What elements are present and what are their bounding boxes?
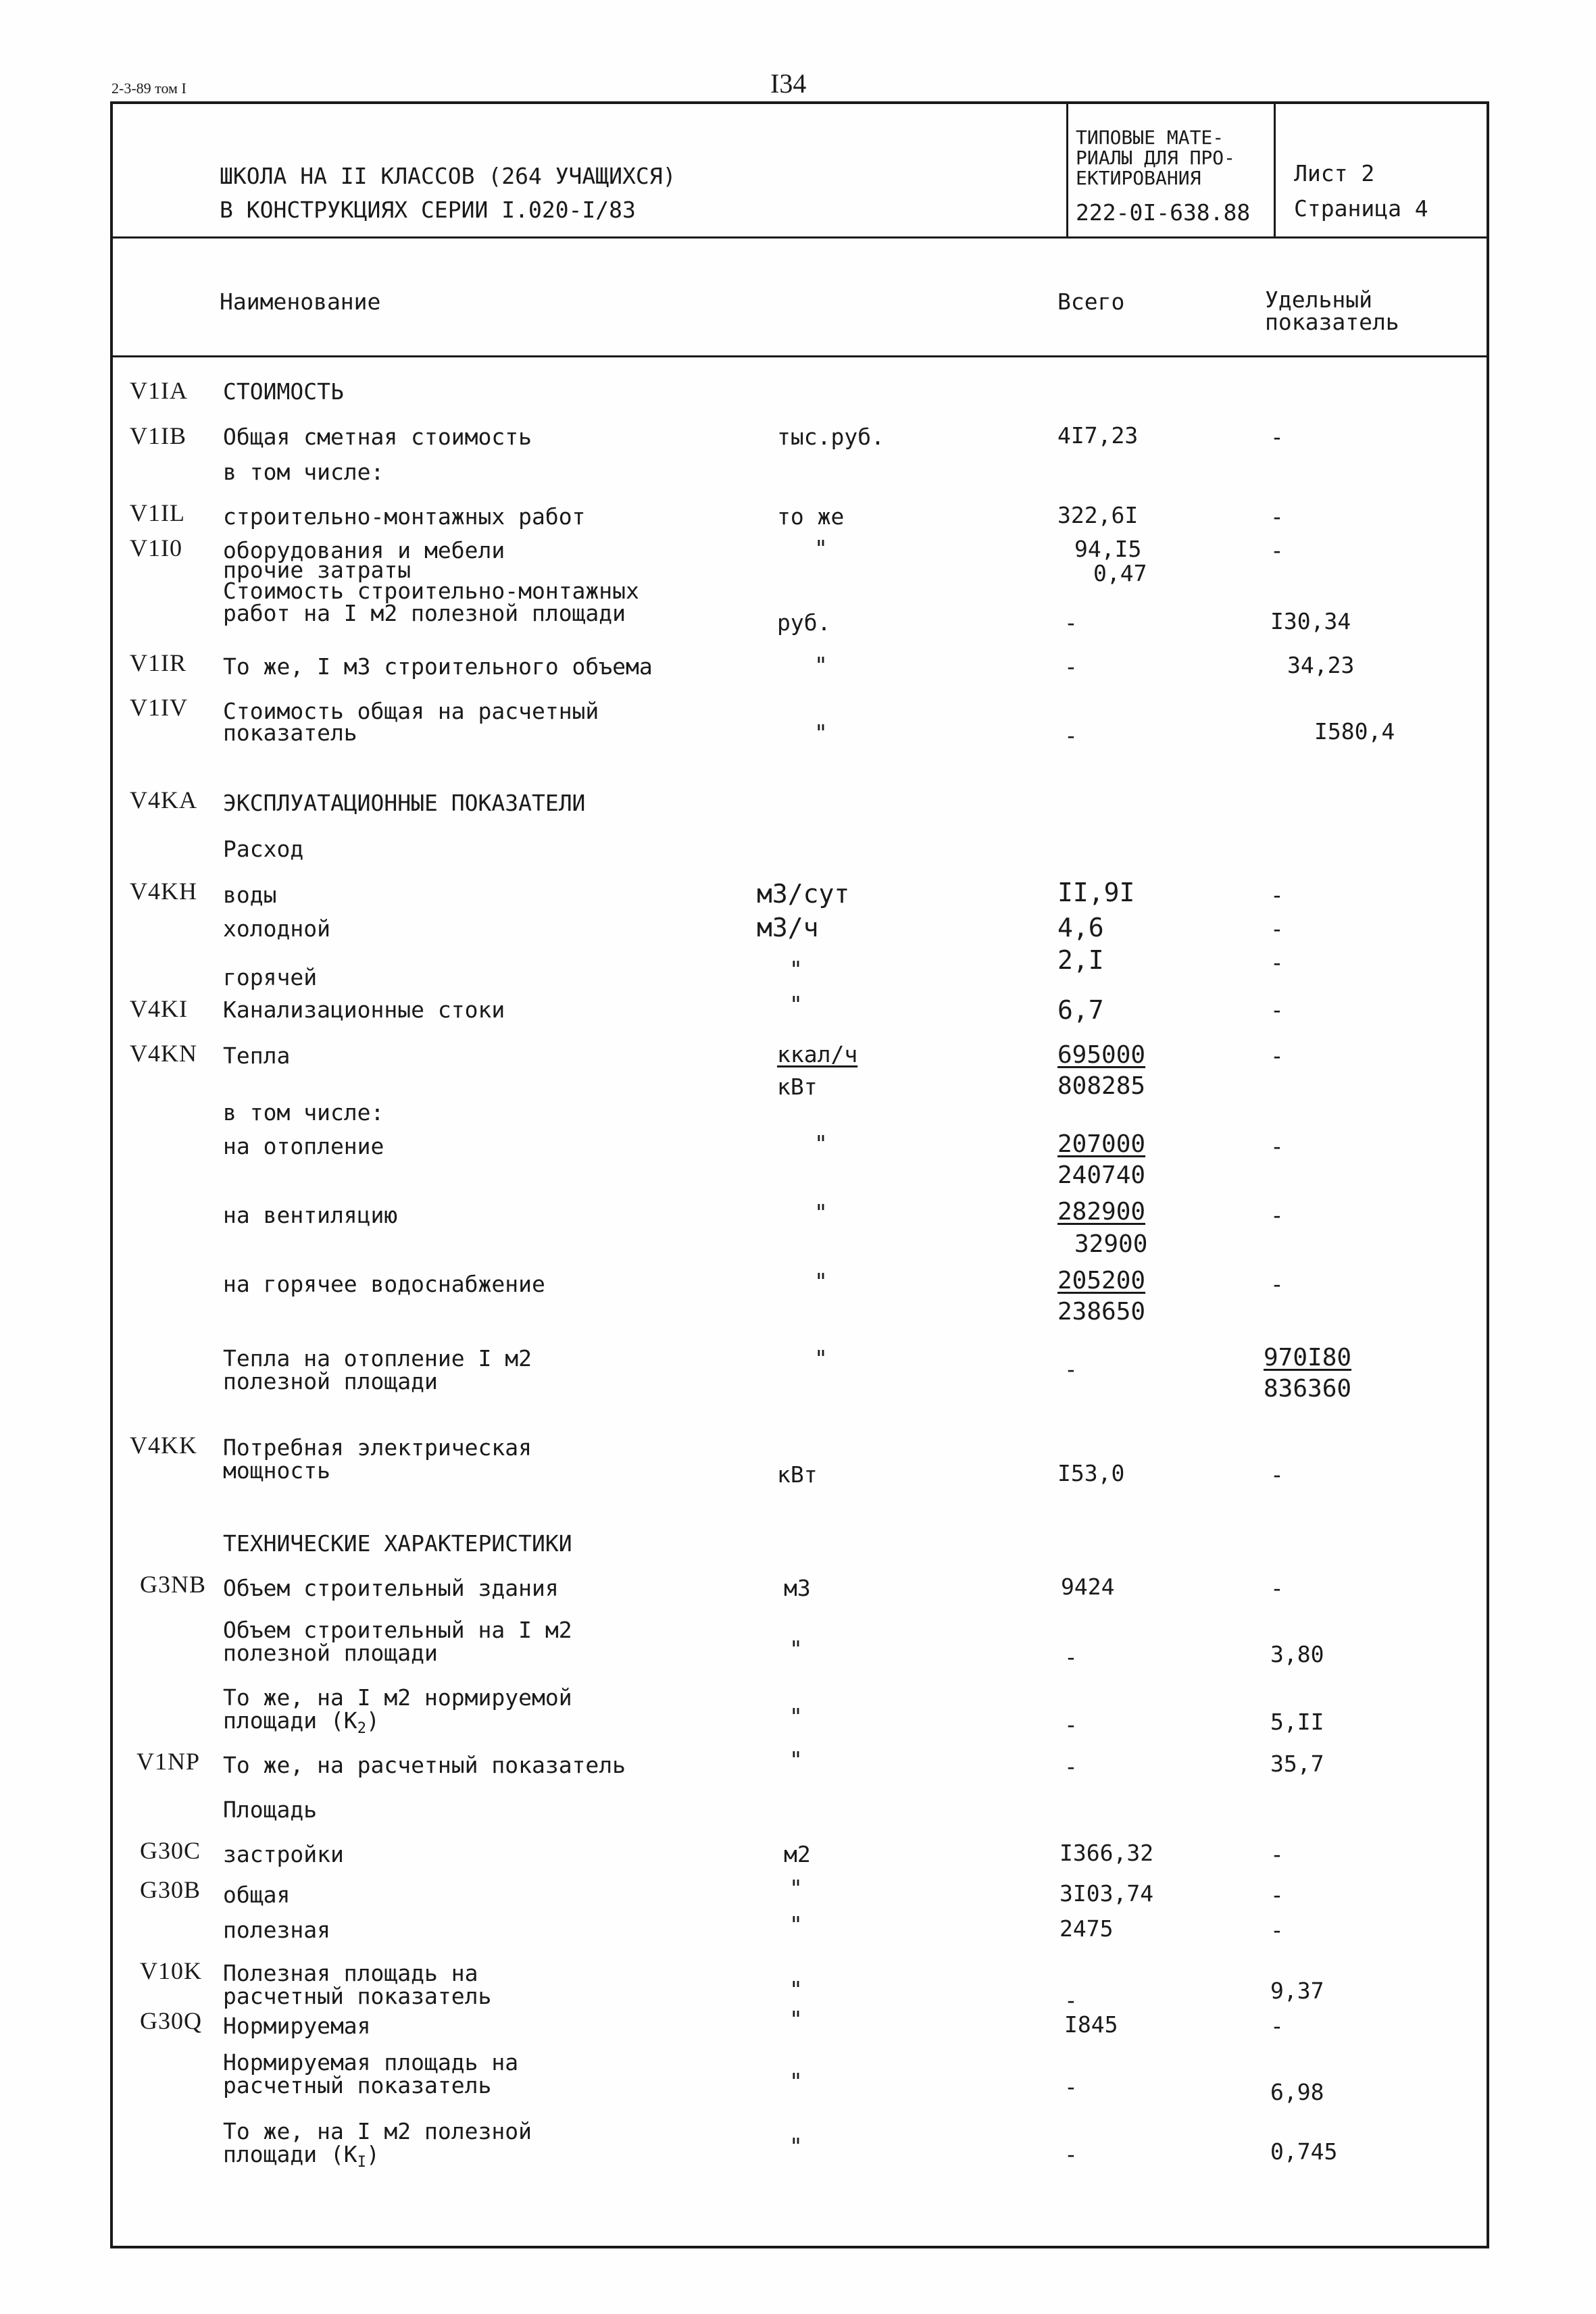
row-total: 207000 bbox=[1057, 1130, 1146, 1158]
column-header-name: Наименование bbox=[220, 288, 381, 315]
document-title-line2: В КОНСТРУКЦИЯХ СЕРИИ I.020-I/83 bbox=[220, 197, 636, 223]
row-unit: " bbox=[789, 1875, 803, 1901]
row-name: оборудования и мебели bbox=[223, 537, 505, 563]
row-unit: " bbox=[814, 652, 828, 678]
row-specific: - bbox=[1270, 915, 1284, 942]
row-unit: м3/сут bbox=[757, 879, 850, 909]
row-total: 695000 bbox=[1057, 1041, 1146, 1069]
column-header-total: Всего bbox=[1057, 288, 1125, 315]
row-unit: то же bbox=[777, 503, 845, 530]
row-code: V1NP bbox=[136, 1748, 201, 1775]
row-name: Стоимость общая на расчетный bbox=[223, 698, 599, 724]
row-total: - bbox=[1064, 1753, 1078, 1780]
row-name: Нормируемая bbox=[223, 2013, 371, 2039]
row-name: Площадь bbox=[223, 1796, 318, 1823]
row-specific: 6,98 bbox=[1270, 2079, 1324, 2105]
row-specific: - bbox=[1270, 503, 1284, 530]
row-unit: кВт bbox=[777, 1461, 818, 1488]
row-code: G30B bbox=[140, 1876, 201, 1903]
row-unit: м2 bbox=[784, 1841, 811, 1867]
row-name: горячей bbox=[223, 964, 318, 990]
row-name: Объем строительный на I м2 bbox=[223, 1617, 572, 1643]
row-specific: - bbox=[1270, 1202, 1284, 1228]
row-name: расчетный показатель bbox=[223, 1983, 492, 2009]
row-name: на вентиляцию bbox=[223, 1202, 398, 1228]
row-name: расчетный показатель bbox=[223, 2072, 492, 2098]
row-unit-secondary: кВт bbox=[777, 1074, 818, 1100]
row-code: V1I0 bbox=[130, 534, 182, 561]
row-code: V4KK bbox=[130, 1432, 197, 1459]
row-name: То же, на расчетный показатель bbox=[223, 1752, 626, 1778]
row-total: 238650 bbox=[1057, 1298, 1146, 1326]
page-label: Страница 4 bbox=[1294, 195, 1428, 222]
row-specific: 836360 bbox=[1264, 1375, 1352, 1403]
row-unit: " bbox=[789, 1911, 803, 1938]
row-total: 240740 bbox=[1057, 1161, 1146, 1189]
row-specific: - bbox=[1270, 1841, 1284, 1867]
row-total: 94,I5 bbox=[1074, 536, 1142, 562]
row-total: 2475 bbox=[1059, 1915, 1114, 1942]
row-specific: - bbox=[1270, 2013, 1284, 2039]
row-unit: " bbox=[789, 2133, 803, 2159]
row-name: площади $(K_I)$ bbox=[223, 2141, 380, 2171]
row-total: 3I03,74 bbox=[1059, 1880, 1154, 1907]
row-specific: - bbox=[1270, 1133, 1284, 1159]
row-name: на отопление bbox=[223, 1133, 384, 1159]
row-specific: - bbox=[1270, 997, 1284, 1023]
row-name: Нормируемая площадь на bbox=[223, 2049, 519, 2076]
row-total: 32900 bbox=[1074, 1230, 1148, 1258]
row-name: в том числе: bbox=[223, 1099, 384, 1126]
row-name: Полезная площадь на bbox=[223, 1960, 478, 1986]
row-unit: " bbox=[814, 535, 828, 561]
row-total: I366,32 bbox=[1059, 1840, 1154, 1866]
document-title-line1: ШКОЛА НА II КЛАССОВ (264 УЧАЩИХСЯ) bbox=[220, 163, 676, 189]
row-total: I845 bbox=[1064, 2011, 1118, 2038]
row-specific: - bbox=[1270, 537, 1284, 563]
stamp-box-line2: РИАЛЫ ДЛЯ ПРО- bbox=[1076, 147, 1236, 169]
row-code: V1IR bbox=[130, 649, 186, 676]
row-total: - bbox=[1064, 1987, 1078, 2013]
row-unit: руб. bbox=[777, 609, 831, 636]
row-unit: " bbox=[814, 720, 828, 746]
row-code: V1IL bbox=[130, 499, 185, 526]
row-total: 205200 bbox=[1057, 1267, 1146, 1294]
row-name: Стоимость строительно-монтажных bbox=[223, 578, 639, 604]
row-name: воды bbox=[223, 882, 277, 908]
row-unit: м3 bbox=[784, 1575, 811, 1601]
row-code: V1IB bbox=[130, 422, 186, 449]
row-name: общая bbox=[223, 1882, 291, 1908]
row-total: - bbox=[1064, 653, 1078, 680]
row-name: прочие затраты bbox=[223, 557, 412, 583]
row-name: То же, I м3 строительного объема bbox=[223, 653, 653, 680]
row-specific: - bbox=[1270, 1042, 1284, 1069]
stamp-divider-left bbox=[1066, 101, 1068, 238]
row-total: 282900 bbox=[1057, 1198, 1146, 1226]
row-name: СТОИМОСТЬ bbox=[223, 378, 344, 405]
row-specific: 3,80 bbox=[1270, 1641, 1324, 1667]
row-total: II,9I bbox=[1057, 878, 1135, 907]
row-name: полезной площади bbox=[223, 1368, 438, 1394]
row-name: Тепла на отопление I м2 bbox=[223, 1345, 532, 1372]
row-name: Канализационные стоки bbox=[223, 997, 505, 1023]
row-specific: 9,37 bbox=[1270, 1978, 1324, 2004]
row-total: - bbox=[1064, 1644, 1078, 1670]
stamp-box-line3: ЕКТИРОВАНИЯ bbox=[1076, 167, 1201, 189]
row-name: Потребная электрическая bbox=[223, 1434, 532, 1461]
row-specific: 34,23 bbox=[1287, 652, 1355, 678]
row-name: Общая сметная стоимость bbox=[223, 424, 532, 450]
sheet-label: Лист 2 bbox=[1294, 160, 1375, 186]
row-total: 4I7,23 bbox=[1057, 422, 1139, 449]
row-unit: " bbox=[789, 1636, 803, 1662]
row-name: Расход bbox=[223, 836, 304, 862]
row-total: - bbox=[1064, 609, 1078, 636]
stamp-box-line4: 222-0I-638.88 bbox=[1076, 199, 1251, 226]
row-name: ТЕХНИЧЕСКИЕ ХАРАКТЕРИСТИКИ bbox=[223, 1530, 572, 1557]
row-total: - bbox=[1064, 1711, 1078, 1738]
row-name: строительно-монтажных работ bbox=[223, 503, 586, 530]
column-header-specific-line1: Удельный bbox=[1265, 286, 1372, 313]
row-name: ЭКСПЛУАТАЦИОННЫЕ ПОКАЗАТЕЛИ bbox=[223, 790, 586, 816]
row-unit: " bbox=[814, 1268, 828, 1294]
row-total: 9424 bbox=[1061, 1574, 1115, 1600]
row-code: V4KI bbox=[130, 995, 188, 1022]
row-total: 6,7 bbox=[1057, 995, 1104, 1025]
row-total: - bbox=[1064, 2073, 1078, 2100]
row-unit: " bbox=[789, 2068, 803, 2094]
row-specific: - bbox=[1270, 882, 1284, 908]
row-code: V1IA bbox=[130, 377, 188, 404]
row-specific: - bbox=[1270, 1917, 1284, 1943]
row-unit: " bbox=[789, 1976, 803, 2003]
stamp-bottom-rule bbox=[110, 236, 1489, 238]
row-specific: 35,7 bbox=[1270, 1751, 1324, 1777]
row-specific: - bbox=[1270, 949, 1284, 976]
row-name: То же, на I м2 нормируемой bbox=[223, 1684, 572, 1711]
row-name: Тепла bbox=[223, 1042, 291, 1069]
row-code: V10K bbox=[140, 1957, 202, 1984]
row-name: застройки bbox=[223, 1841, 344, 1867]
row-name: То же, на I м2 полезной bbox=[223, 2118, 532, 2144]
row-name: холодной bbox=[223, 915, 330, 942]
row-specific: - bbox=[1270, 1575, 1284, 1601]
row-specific: - bbox=[1270, 1271, 1284, 1297]
row-total: 808285 bbox=[1057, 1072, 1146, 1100]
row-unit: тыс.руб. bbox=[777, 424, 884, 450]
row-unit: " bbox=[814, 1345, 828, 1372]
row-specific: - bbox=[1270, 1461, 1284, 1488]
stamp-box-line1: ТИПОВЫЕ МАТЕ- bbox=[1076, 126, 1224, 149]
header-bottom-rule bbox=[110, 355, 1489, 357]
row-specific: I30,34 bbox=[1270, 608, 1351, 634]
row-name: на горячее водоснабжение bbox=[223, 1271, 545, 1297]
row-name: полезной площади bbox=[223, 1640, 438, 1666]
row-name: работ на I м2 полезной площади bbox=[223, 600, 626, 626]
row-unit: " bbox=[789, 991, 803, 1017]
row-specific: 5,II bbox=[1270, 1709, 1324, 1735]
row-unit: м3/ч bbox=[757, 913, 819, 942]
row-total: 322,6I bbox=[1057, 502, 1139, 528]
row-total: - bbox=[1064, 1356, 1078, 1382]
row-total: 2,I bbox=[1057, 945, 1104, 975]
row-specific: - bbox=[1270, 424, 1284, 450]
row-unit: " bbox=[814, 1130, 828, 1157]
row-unit: ккал/ч bbox=[777, 1041, 858, 1067]
row-specific: 0,745 bbox=[1270, 2138, 1338, 2165]
row-unit: " bbox=[789, 956, 803, 982]
column-header-specific-line2: показатель bbox=[1265, 309, 1399, 335]
row-code: V4KA bbox=[130, 786, 197, 813]
row-unit: " bbox=[789, 1703, 803, 1730]
row-specific: 970I80 bbox=[1264, 1344, 1352, 1372]
row-code: V4KH bbox=[130, 878, 197, 905]
row-code: V4KN bbox=[130, 1040, 197, 1067]
row-name: в том числе: bbox=[223, 459, 384, 485]
row-specific: I580,4 bbox=[1314, 718, 1395, 745]
row-code: G30C bbox=[140, 1837, 201, 1864]
row-name: мощность bbox=[223, 1457, 330, 1484]
row-unit: " bbox=[789, 2006, 803, 2032]
row-total: 0,47 bbox=[1093, 560, 1147, 586]
row-total: I53,0 bbox=[1057, 1460, 1125, 1486]
row-code: G3NB bbox=[140, 1571, 207, 1598]
row-name: полезная bbox=[223, 1917, 330, 1943]
row-total: - bbox=[1064, 2141, 1078, 2167]
margin-label: 2-3-89 том I bbox=[111, 80, 186, 97]
row-specific: - bbox=[1270, 1882, 1284, 1908]
row-name: Объем строительный здания bbox=[223, 1575, 559, 1601]
row-total: - bbox=[1064, 722, 1078, 749]
row-total: 4,6 bbox=[1057, 913, 1104, 942]
row-name: показатель bbox=[223, 720, 357, 746]
row-code: V1IV bbox=[130, 694, 188, 721]
page-number: I34 bbox=[770, 68, 807, 99]
row-unit: " bbox=[814, 1199, 828, 1226]
row-code: G30Q bbox=[140, 2007, 202, 2034]
row-unit: " bbox=[789, 1746, 803, 1773]
stamp-divider-right bbox=[1274, 101, 1276, 238]
row-name: площади $(K_2)$ bbox=[223, 1707, 380, 1737]
